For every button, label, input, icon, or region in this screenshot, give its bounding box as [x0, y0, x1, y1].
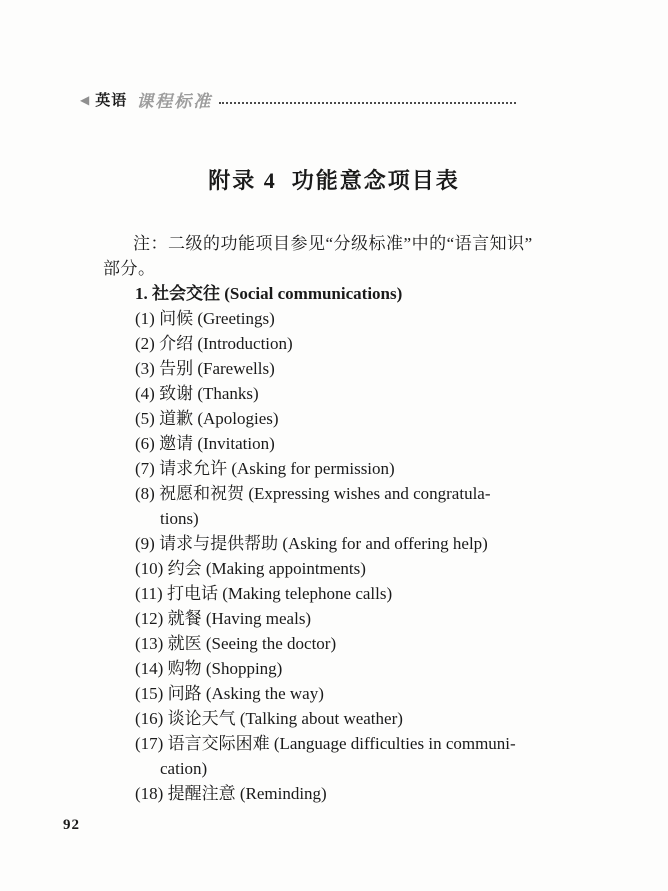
- list-item: (4) 致谢 (Thanks): [135, 384, 259, 403]
- left-triangle-icon: ◀: [80, 92, 90, 107]
- function-list: [103, 281, 565, 806]
- header-subject-label: 英语: [95, 93, 128, 109]
- list-item: (13) 就医 (Seeing the doctor): [135, 634, 337, 653]
- note-line: 部分。: [103, 259, 156, 278]
- list-item: (5) 道歉 (Apologies): [135, 409, 279, 428]
- page-content: [103, 231, 565, 806]
- list-item: (1) 问候 (Greetings): [135, 309, 275, 328]
- list-item: (16) 谈论天气 (Talking about weather): [135, 709, 403, 728]
- page-title: 附录 4 功能意念项目表: [208, 168, 460, 193]
- list-item: (10) 约会 (Making appointments): [135, 559, 366, 578]
- list-item-continuation: cation): [160, 759, 208, 778]
- list-item: (14) 购物 (Shopping): [135, 659, 283, 678]
- list-item: (3) 告别 (Farewells): [135, 359, 275, 378]
- list-item: (11) 打电话 (Making telephone calls): [135, 584, 393, 603]
- list-heading: 1. 社会交往 (Social communications): [135, 284, 403, 303]
- list-item: (17) 语言交际困难 (Language difficulties in communi-: [135, 734, 516, 753]
- list-item-continuation: tions): [160, 509, 199, 528]
- header-dotted-rule: [219, 102, 516, 104]
- header-series-label: 课程标准: [136, 92, 213, 111]
- list-item: (6) 邀请 (Invitation): [135, 434, 275, 453]
- page-number: 92: [63, 817, 80, 833]
- note-line: 注：二级的功能项目参见“分级标准”中的“语言知识”: [133, 234, 533, 253]
- list-item: (7) 请求允许 (Asking for permission): [135, 459, 395, 478]
- list-item: (12) 就餐 (Having meals): [135, 609, 312, 628]
- list-item: (15) 问路 (Asking the way): [135, 684, 324, 703]
- running-header: [80, 87, 516, 112]
- list-item: (9) 请求与提供帮助 (Asking for and offering help): [135, 534, 488, 553]
- list-item: (2) 介绍 (Introduction): [135, 334, 293, 353]
- list-item: (8) 祝愿和祝贺 (Expressing wishes and congratula-: [135, 484, 491, 503]
- list-item: (18) 提醒注意 (Reminding): [135, 784, 327, 803]
